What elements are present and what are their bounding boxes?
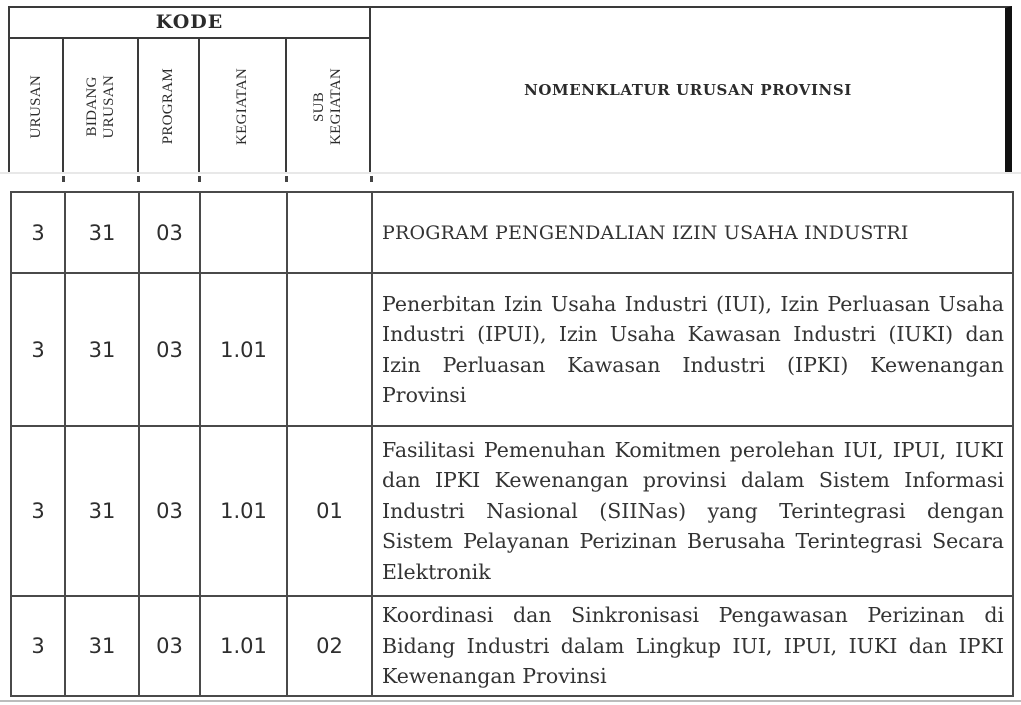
- program-cell: 03: [139, 426, 200, 596]
- bottom-divider: [0, 700, 1021, 702]
- column-header-label: URUSAN: [27, 74, 44, 139]
- nomenklatur-table: [10, 191, 1014, 697]
- column-tick: [137, 176, 140, 182]
- urusan-cell: 3: [11, 273, 65, 426]
- column-tick: [62, 176, 65, 182]
- column-header-kegiatan: [200, 39, 287, 174]
- nomenklatur-cell: Fasilitasi Pemenuhan Komitmen perolehan IUI, IPUI, IUKI dan IPKI Kewenangan provinsi dalam Sistem Informasi Industri Nasional (SIINas) yang Terintegrasi dengan Sistem Pelayanan Perizinan Berusaha Terintegrasi Secara Elektronik: [372, 426, 1013, 596]
- bidang-urusan-cell: 31: [65, 192, 139, 273]
- divider: [0, 172, 1021, 174]
- bidang-urusan-cell: 31: [65, 596, 139, 696]
- program-cell: 03: [139, 192, 200, 273]
- column-header-label: KEGIATAN: [234, 67, 250, 146]
- urusan-cell: 3: [11, 426, 65, 596]
- column-header-label: PROGRAM: [160, 68, 176, 145]
- kegiatan-cell: [200, 192, 287, 273]
- table-row: [11, 192, 1013, 273]
- bidang-urusan-cell: 31: [65, 273, 139, 426]
- column-tick: [370, 176, 373, 182]
- program-cell: 03: [139, 273, 200, 426]
- column-tick: [198, 176, 201, 182]
- urusan-cell: 3: [11, 596, 65, 696]
- table-row: [11, 273, 1013, 426]
- column-header-program: [139, 39, 200, 174]
- table-row: [11, 426, 1013, 596]
- column-header-urusan: [10, 39, 64, 174]
- kegiatan-cell: 1.01: [200, 596, 287, 696]
- nomenklatur-cell: Penerbitan Izin Usaha Industri (IUI), Izin Perluasan Usaha Industri (IPUI), Izin Usaha Kawasan Industri (IUKI) dan Izin Perluasan Kawasan Industri (IPKI) Kewenangan Provinsi: [372, 273, 1013, 426]
- nomenklatur-cell: PROGRAM PENGENDALIAN IZIN USAHA INDUSTRI: [372, 192, 1013, 273]
- sub-kegiatan-cell: 01: [287, 426, 372, 596]
- column-header-nomenklatur: NOMENKLATUR URUSAN PROVINSI: [524, 81, 852, 99]
- sub-kegiatan-cell: [287, 273, 372, 426]
- table-header: [8, 6, 1012, 172]
- urusan-cell: 3: [11, 192, 65, 273]
- bidang-urusan-cell: 31: [65, 426, 139, 596]
- column-header-label: SUB KEGIATAN: [311, 67, 344, 146]
- sub-kegiatan-cell: [287, 192, 372, 273]
- nomenklatur-cell: Koordinasi dan Sinkronisasi Pengawasan Perizinan di Bidang Industri dalam Lingkup IUI, IPUI, IUKI dan IPKI Kewenangan Provinsi: [372, 596, 1013, 696]
- column-header-bidang-urusan: [64, 39, 139, 174]
- kegiatan-cell: 1.01: [200, 273, 287, 426]
- column-tick: [285, 176, 288, 182]
- column-header-sub-kegiatan: [287, 39, 371, 174]
- sub-kegiatan-cell: 02: [287, 596, 372, 696]
- column-header-label: BIDANG URUSAN: [83, 74, 117, 139]
- program-cell: 03: [139, 596, 200, 696]
- kegiatan-cell: 1.01: [200, 426, 287, 596]
- kode-header: KODE: [10, 8, 371, 39]
- table-row: [11, 596, 1013, 696]
